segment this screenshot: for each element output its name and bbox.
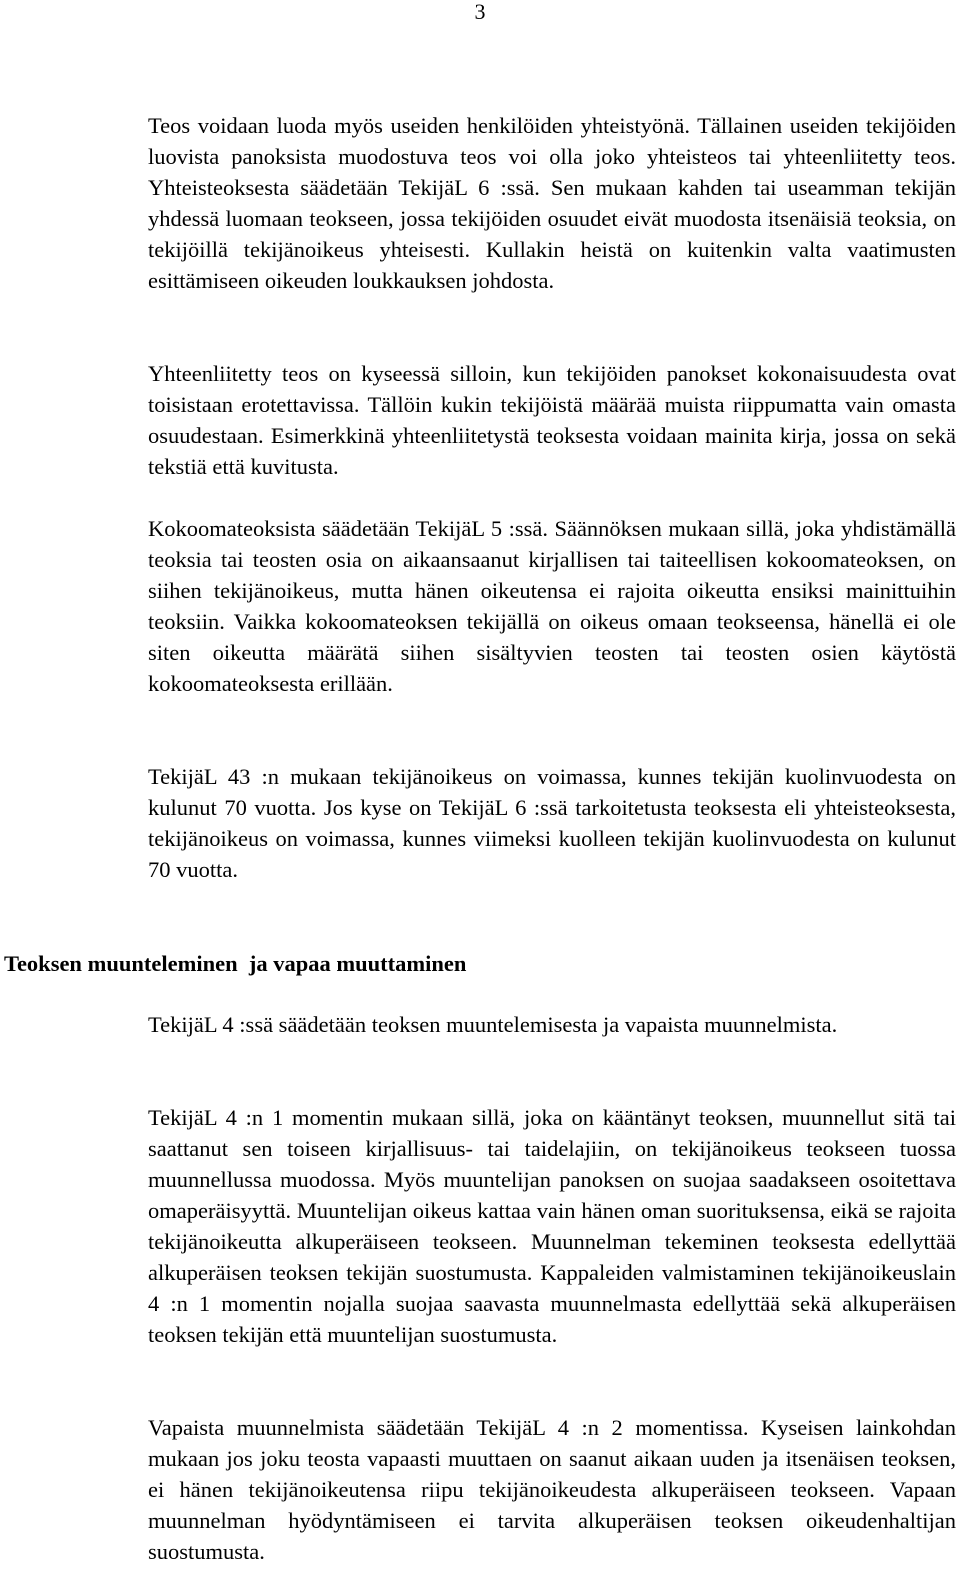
paragraph-voimassaolo: TekijäL 43 :n mukaan tekijänoikeus on voimassa, kunnes tekijän kuolinvuodesta on kulunut 70 vuotta. Jos kyse on TekijäL 6 :ssä tarkoitetusta teoksesta eli yhteisteoksesta, tekijänoikeus on voimassa, kunnes viimeksi kuolleen tekijän kuolinvuodesta on kulunut 70 vuotta.: [148, 764, 956, 882]
paragraph-muuntelu-intro: TekijäL 4 :ssä säädetään teoksen muuntelemisesta ja vapaista muunnelmista.: [148, 1012, 838, 1037]
paragraph-yhteisteos: Teos voidaan luoda myös useiden henkilöiden yhteistyönä. Tällainen useiden tekijöiden luovista panoksista muodostuva teos voi olla joko yhteisteos tai yhteenliitetty teos. Yhteisteoksesta säädetään TekijäL 6 :ssä. Sen mukaan kahden tai useamman tekijän yhdessä luomaan teokseen, jossa tekijöiden osuudet eivät muodosta itsenäisiä teoksia, on tekijöillä tekijänoikeus yhteisesti. Kullakin heistä on kuitenkin valta vaatimusten esittämiseen oikeuden loukkauksen johdosta.: [148, 113, 956, 293]
paragraph-vapaa-muunnelma: Vapaista muunnelmista säädetään TekijäL 4 :n 2 momentissa. Kyseisen lainkohdan mukaan jos joku teosta vapaasti muuttaen on saanut aikaan uuden ja itsenäisen teoksen, ei hänen tekijänoikeutensa riipu tekijänoikeudesta alkuperäiseen teokseen. Vapaan muunnelman hyödyntämiseen ei tarvita alkuperäisen teoksen oikeudenhaltijan suostumusta.: [148, 1415, 956, 1564]
paragraph-kokoomateos: Kokoomateoksista säädetään TekijäL 5 :ssä. Säännöksen mukaan sillä, joka yhdistämällä teoksia tai teosten osia on aikaansaanut kirjallisen tai taiteellisen kokoomateoksen, on siihen tekijänoikeus, mutta hänen oikeutensa ei rajoita oikeutta ensiksi mainittuihin teoksiin. Vaikka kokoomateoksen tekijällä on oikeus omaan teokseensa, hänellä ei ole siten oikeutta määrätä siihen sisältyvien teosten tai teosten osien käytöstä kokoomateoksesta erillään.: [148, 516, 956, 696]
section-heading: Teoksen muunteleminen ja vapaa muuttaminen: [4, 951, 467, 976]
paragraph-yhteenliitetty-teos: Yhteenliitetty teos on kyseessä silloin, kun tekijöiden panokset kokonaisuudesta ovat toisistaan erotettavissa. Tällöin kukin tekijöistä määrää muista riippumatta vain omasta osuudestaan. Esimerkkinä yhteenliitetystä teoksesta voidaan mainita kirja, jossa on sekä tekstiä että kuvitusta.: [148, 361, 956, 479]
page-number: 3: [474, 0, 486, 24]
paragraph-muunnelma: TekijäL 4 :n 1 momentin mukaan sillä, joka on kääntänyt teoksen, muunnellut sitä tai saattanut sen toiseen kirjallisuus- tai taidelajiin, on tekijänoikeus teokseen tuossa muunnellussa muodossa. Myös muuntelijan panoksen on suojaa saadakseen osoitettava omaperäisyyttä. Muuntelijan oikeus kattaa vain hänen oman suorituksensa, eikä se rajoita tekijänoikeutta alkuperäiseen teokseen. Muunnelman tekeminen teoksesta edellyttää alkuperäisen teoksen tekijän suostumusta. Kappaleiden valmistaminen tekijänoikeuslain 4 :n 1 momentin nojalla suojaa saavasta muunnelmasta edellyttää sekä alkuperäisen teoksen tekijän että muuntelijan suostumusta.: [148, 1105, 956, 1347]
